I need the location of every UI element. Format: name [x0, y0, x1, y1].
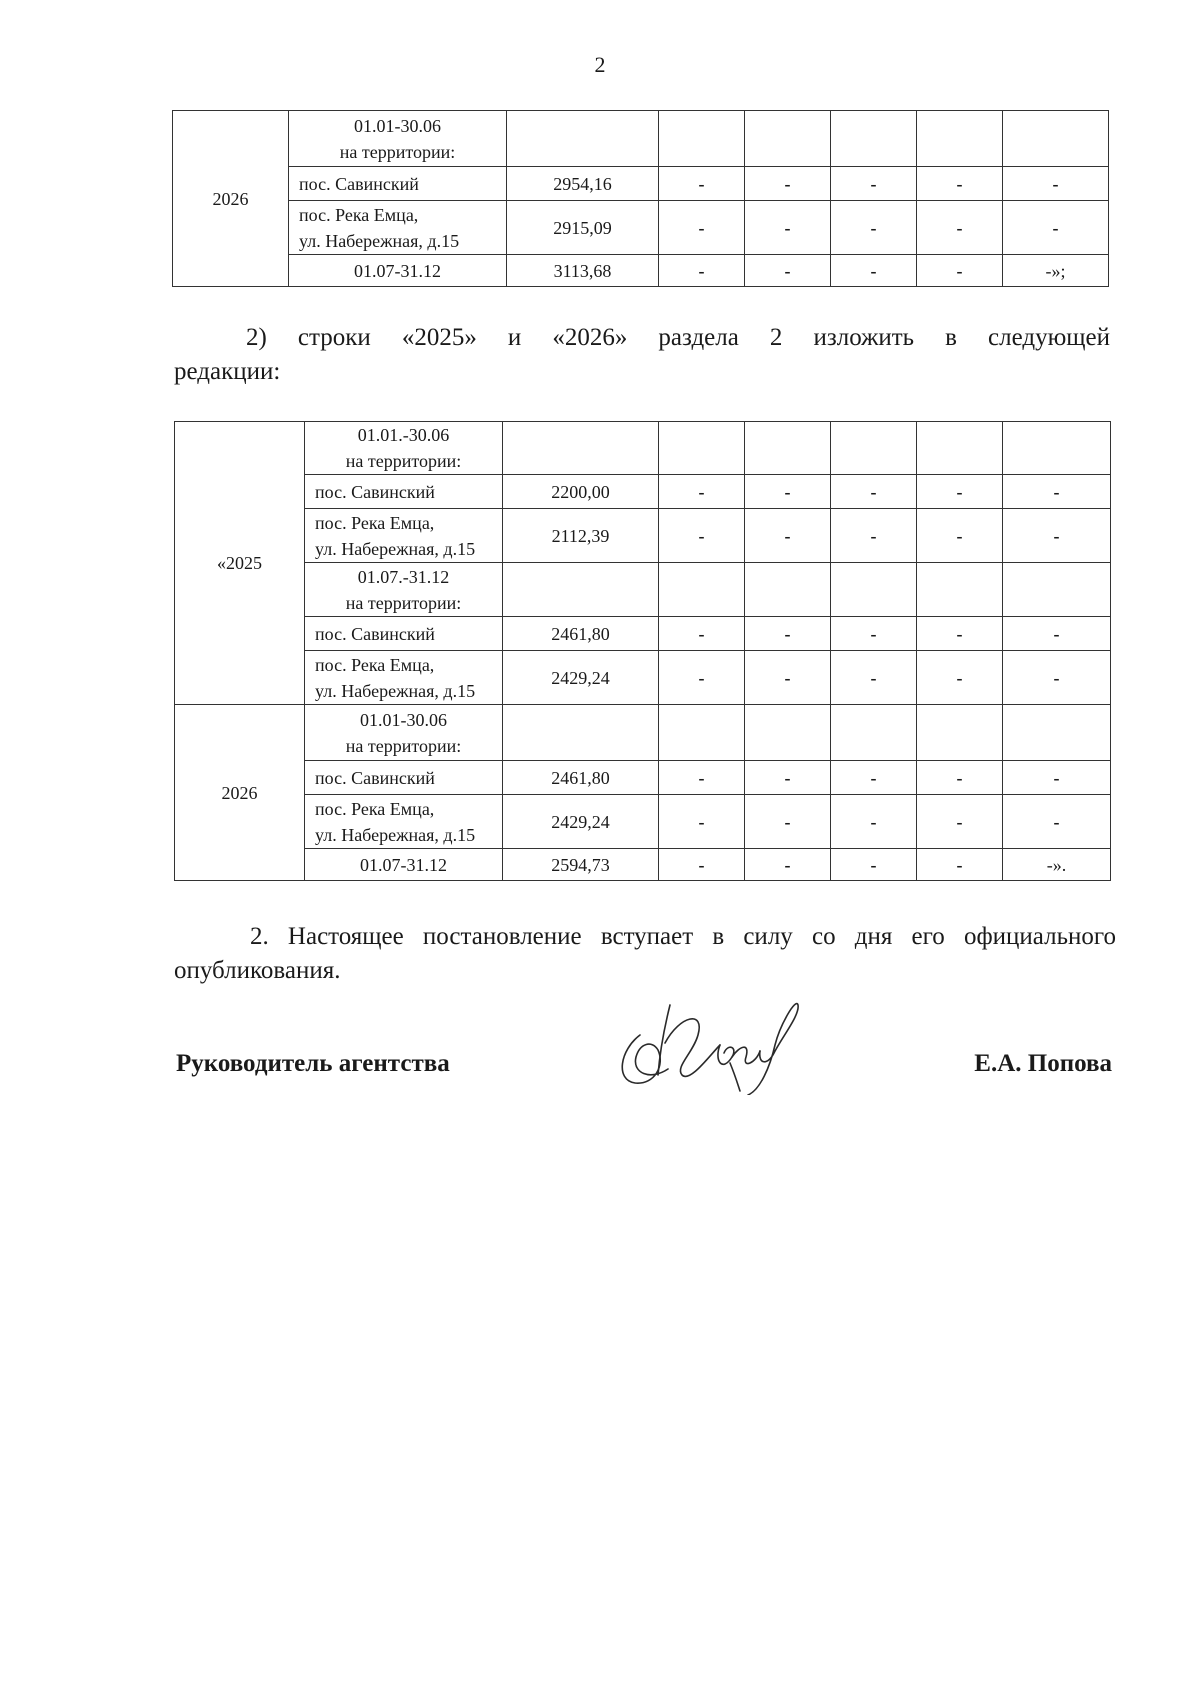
empty-value-cell: - — [831, 167, 917, 201]
empty-value-cell — [659, 563, 745, 617]
empty-value-cell: - — [917, 849, 1003, 881]
empty-value-cell — [745, 111, 831, 167]
empty-value-cell — [917, 563, 1003, 617]
location-cell: пос. Река Емца, ул. Набережная, д.15 — [305, 795, 503, 849]
paragraph-effective — [174, 920, 1116, 988]
table-row — [175, 422, 1111, 475]
empty-value-cell: - — [917, 475, 1003, 509]
empty-value-cell: - — [1003, 167, 1109, 201]
table-row — [175, 761, 1111, 795]
table-row — [175, 563, 1111, 617]
empty-value-cell — [917, 705, 1003, 761]
table-row — [175, 617, 1111, 651]
empty-value-cell: - — [745, 651, 831, 705]
table-row — [175, 849, 1111, 881]
tariff-value-cell — [503, 422, 659, 475]
tariff-table-2 — [174, 421, 1111, 881]
period-cell: 01.07-31.12 — [305, 849, 503, 881]
tariff-value-cell: 2429,24 — [503, 795, 659, 849]
period-cell: 01.01-30.06 на территории: — [305, 705, 503, 761]
empty-value-cell: - — [917, 255, 1003, 287]
empty-value-cell: - — [659, 617, 745, 651]
tariff-value-cell — [503, 563, 659, 617]
empty-value-cell: - — [831, 475, 917, 509]
table-row — [173, 255, 1109, 287]
empty-value-cell — [659, 111, 745, 167]
empty-value-cell — [1003, 563, 1111, 617]
handwritten-signature — [610, 995, 810, 1095]
year-cell: 2026 — [175, 705, 305, 881]
empty-value-cell — [831, 563, 917, 617]
period-cell: 01.01-30.06 на территории: — [289, 111, 507, 167]
table-row — [175, 705, 1111, 761]
empty-value-cell: - — [1003, 795, 1111, 849]
empty-value-cell — [659, 422, 745, 475]
tariff-value-cell: 2461,80 — [503, 617, 659, 651]
empty-value-cell — [745, 705, 831, 761]
empty-value-cell: - — [659, 509, 745, 563]
empty-value-cell: - — [745, 167, 831, 201]
paragraph-line: 2. Настоящее постановление вступает в силу со дня его официального — [250, 923, 1116, 950]
empty-value-cell — [745, 422, 831, 475]
page-number: 2 — [594, 52, 606, 77]
signatory-name: Е.А. Попова — [974, 1050, 1112, 1077]
empty-value-cell: - — [831, 617, 917, 651]
tariff-table-1 — [172, 110, 1109, 287]
tariff-value-cell: 2429,24 — [503, 651, 659, 705]
location-cell: пос. Река Емца, ул. Набережная, д.15 — [305, 509, 503, 563]
empty-value-cell — [917, 422, 1003, 475]
empty-value-cell: - — [831, 509, 917, 563]
empty-value-cell: - — [659, 651, 745, 705]
table-row — [173, 111, 1109, 167]
empty-value-cell: - — [917, 201, 1003, 255]
empty-value-cell: - — [659, 255, 745, 287]
empty-value-cell: - — [917, 617, 1003, 651]
empty-value-cell: - — [917, 651, 1003, 705]
empty-value-cell: - — [1003, 761, 1111, 795]
empty-value-cell: - — [831, 201, 917, 255]
empty-value-cell: - — [831, 651, 917, 705]
empty-value-cell — [831, 705, 917, 761]
empty-value-cell: - — [745, 849, 831, 881]
empty-value-cell: - — [1003, 509, 1111, 563]
signatory-title: Руководитель агентства — [176, 1050, 450, 1077]
location-cell: пос. Савинский — [305, 761, 503, 795]
empty-value-cell: - — [659, 167, 745, 201]
paragraph-amend-rows — [174, 321, 1110, 389]
empty-value-cell: - — [659, 761, 745, 795]
tariff-value-cell: 2954,16 — [507, 167, 659, 201]
empty-value-cell: - — [1003, 475, 1111, 509]
empty-value-cell: - — [831, 761, 917, 795]
tariff-value-cell: 2461,80 — [503, 761, 659, 795]
empty-value-cell: - — [917, 795, 1003, 849]
empty-value-cell — [831, 422, 917, 475]
empty-value-cell: - — [831, 255, 917, 287]
empty-value-cell — [1003, 422, 1111, 475]
paragraph-line: редакции: — [174, 358, 281, 385]
empty-value-cell: - — [917, 167, 1003, 201]
period-cell: 01.07-31.12 — [289, 255, 507, 287]
location-cell: пос. Савинский — [305, 475, 503, 509]
empty-value-cell — [831, 111, 917, 167]
empty-value-cell: -»; — [1003, 255, 1109, 287]
empty-value-cell: - — [1003, 651, 1111, 705]
empty-value-cell: - — [659, 849, 745, 881]
empty-value-cell: - — [659, 795, 745, 849]
empty-value-cell: - — [745, 475, 831, 509]
location-cell: пос. Савинский — [289, 167, 507, 201]
table-row — [175, 475, 1111, 509]
empty-value-cell: - — [745, 255, 831, 287]
paragraph-line: опубликования. — [174, 957, 341, 984]
year-cell: «2025 — [175, 422, 305, 705]
empty-value-cell: - — [745, 509, 831, 563]
empty-value-cell — [1003, 705, 1111, 761]
year-cell: 2026 — [173, 111, 289, 287]
tariff-value-cell: 2594,73 — [503, 849, 659, 881]
empty-value-cell: - — [659, 201, 745, 255]
paragraph-line: 2) строки «2025» и «2026» раздела 2 изложить в следующей — [246, 324, 1110, 351]
empty-value-cell: - — [917, 509, 1003, 563]
table-row — [175, 509, 1111, 563]
empty-value-cell: - — [745, 617, 831, 651]
location-cell: пос. Савинский — [305, 617, 503, 651]
empty-value-cell: - — [917, 761, 1003, 795]
empty-value-cell: - — [745, 761, 831, 795]
empty-value-cell: - — [745, 201, 831, 255]
empty-value-cell: - — [1003, 617, 1111, 651]
tariff-value-cell — [507, 111, 659, 167]
empty-value-cell: -». — [1003, 849, 1111, 881]
empty-value-cell: - — [831, 849, 917, 881]
empty-value-cell: - — [745, 795, 831, 849]
tariff-value-cell: 3113,68 — [507, 255, 659, 287]
empty-value-cell — [659, 705, 745, 761]
tariff-value-cell: 2200,00 — [503, 475, 659, 509]
period-cell: 01.07.-31.12 на территории: — [305, 563, 503, 617]
tariff-value-cell: 2915,09 — [507, 201, 659, 255]
location-cell: пос. Река Емца, ул. Набережная, д.15 — [289, 201, 507, 255]
period-cell: 01.01.-30.06 на территории: — [305, 422, 503, 475]
tariff-value-cell — [503, 705, 659, 761]
tariff-value-cell: 2112,39 — [503, 509, 659, 563]
table-row — [173, 167, 1109, 201]
empty-value-cell: - — [831, 795, 917, 849]
empty-value-cell — [745, 563, 831, 617]
location-cell: пос. Река Емца, ул. Набережная, д.15 — [305, 651, 503, 705]
empty-value-cell — [1003, 111, 1109, 167]
empty-value-cell: - — [1003, 201, 1109, 255]
empty-value-cell — [917, 111, 1003, 167]
table-row — [175, 651, 1111, 705]
table-row — [173, 201, 1109, 255]
empty-value-cell: - — [659, 475, 745, 509]
table-row — [175, 795, 1111, 849]
